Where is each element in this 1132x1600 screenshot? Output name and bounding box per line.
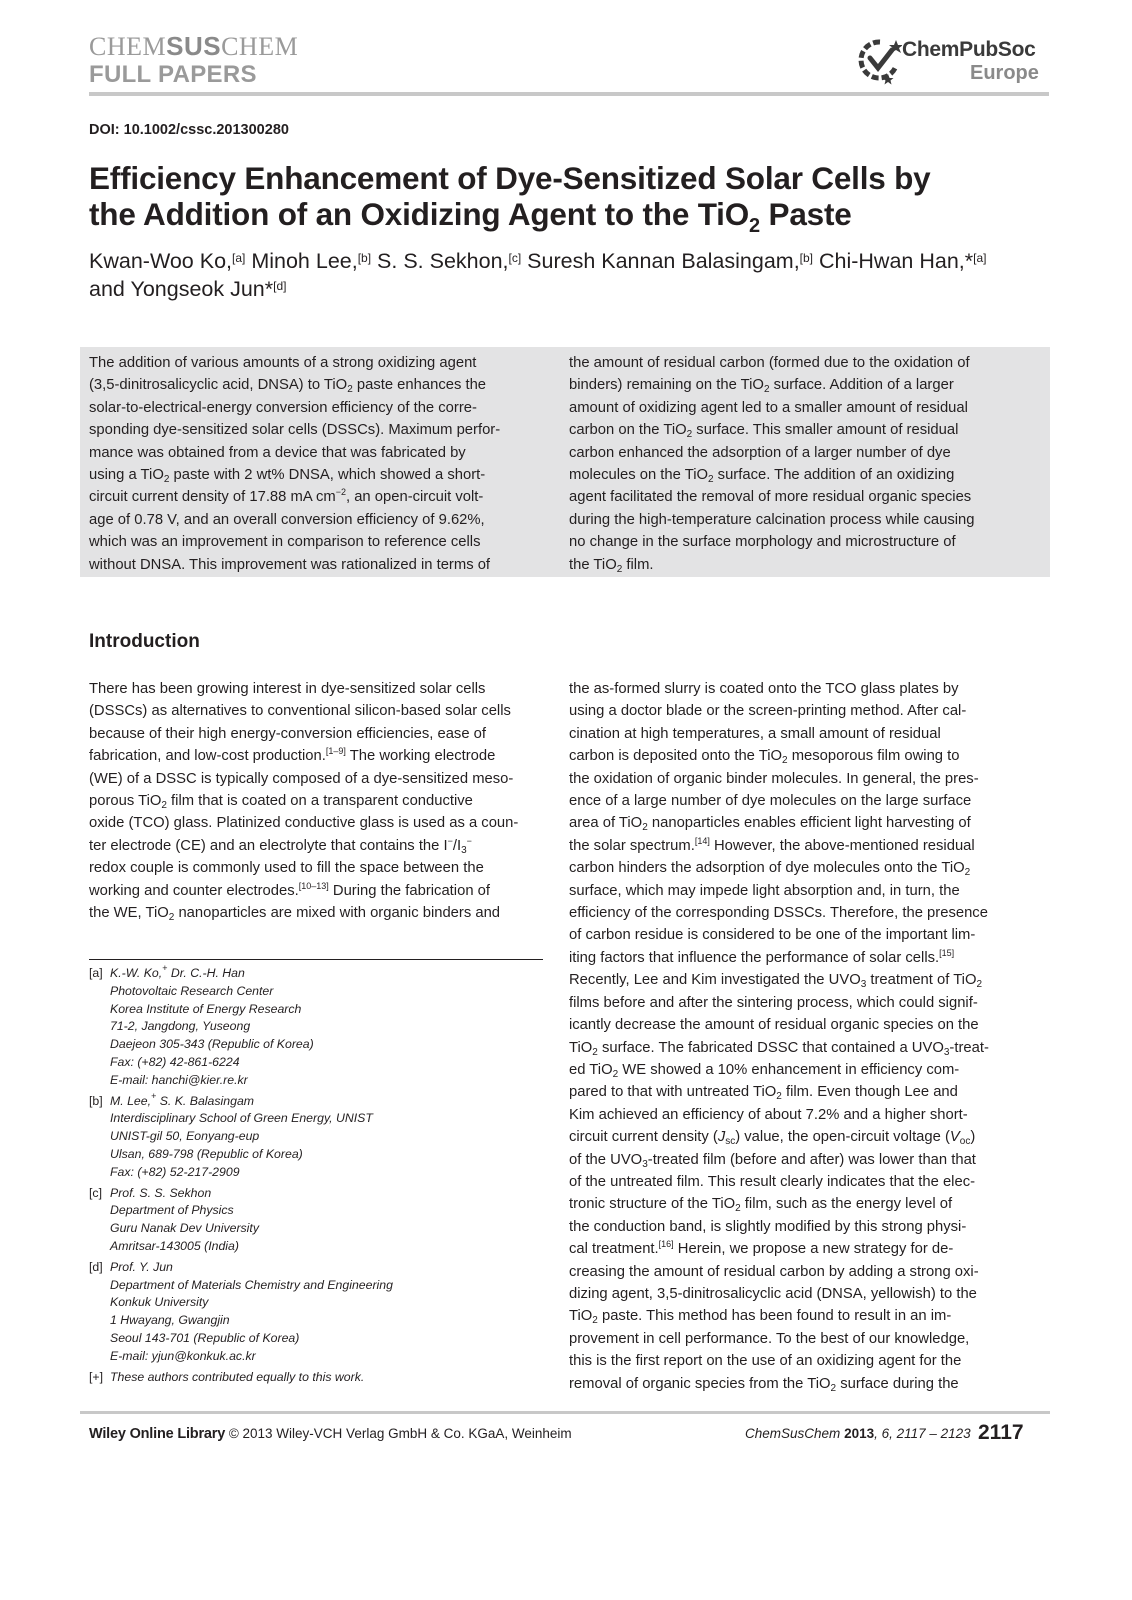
text-span: film. Even though Lee and bbox=[781, 1084, 958, 1101]
text-span: cal treatment. bbox=[569, 1241, 659, 1258]
text-span: Amritsar-143005 (India) bbox=[110, 1238, 239, 1253]
text-span: Korea Institute of Energy Research bbox=[110, 1001, 302, 1016]
text-span: Department of Materials Chemistry and Engineering bbox=[110, 1277, 393, 1292]
text-span: of the untreated film. This result clearly indicates that the elec- bbox=[569, 1173, 976, 1190]
text-span: Konkuk University bbox=[110, 1295, 209, 1310]
text-span: surface. The addition of an oxidizing bbox=[713, 467, 955, 484]
text-span: [c] bbox=[89, 1185, 102, 1200]
text-span: ter electrode (CE) and an electrolyte that contains the I bbox=[89, 837, 448, 854]
text-span: treatment of TiO bbox=[866, 972, 977, 989]
text-span: 71-2, Jangdong, Yuseong bbox=[110, 1019, 251, 1034]
author-affil-mark: [c] bbox=[508, 251, 522, 265]
text-span: These authors contributed equally to this work. bbox=[110, 1369, 365, 1384]
subscript: 2 bbox=[616, 563, 623, 575]
text-span: Guru Nanak Dev University bbox=[110, 1221, 259, 1236]
text-span: film that is coated on a transparent conductive bbox=[166, 793, 473, 810]
author-affil-mark: [d] bbox=[273, 279, 287, 293]
title-line-2-end: Paste bbox=[759, 196, 852, 232]
footer-rule bbox=[80, 1411, 1050, 1414]
text-span: provement in cell performance. To the best of our knowledge, bbox=[569, 1330, 970, 1347]
text-span: area of TiO bbox=[569, 815, 643, 832]
text-span: pared to that with untreated TiO bbox=[569, 1084, 777, 1101]
text-span: [b] bbox=[89, 1093, 103, 1108]
text-span: ence of a large number of dye molecules on the large surface bbox=[569, 793, 972, 810]
footer-citation bbox=[745, 1426, 971, 1441]
author-affil-mark: [b] bbox=[799, 251, 814, 265]
text-span: Photovoltaic Research Center bbox=[110, 983, 274, 998]
text-span: Department of Physics bbox=[110, 1203, 234, 1218]
title-line-1: Efficiency Enhancement of Dye-Sensitized Solar Cells by bbox=[89, 160, 931, 196]
text-span: carbon is deposited onto the TiO bbox=[569, 748, 783, 765]
text-span: sponding dye-sensitized solar cells (DSSCs). Maximum perfor- bbox=[89, 422, 501, 439]
subscript: 2 bbox=[964, 867, 971, 879]
text-span: surface. The fabricated DSSC that contained a UVO bbox=[597, 1039, 944, 1056]
section-label: FULL PAPERS bbox=[89, 61, 257, 88]
text-span: the TiO bbox=[569, 556, 617, 573]
citation-ref[interactable]: [14] bbox=[694, 835, 710, 846]
text-span: (WE) of a DSSC is typically composed of a dye-sensitized meso- bbox=[89, 770, 514, 787]
text-span: Recently, Lee and Kim investigated the UVO bbox=[569, 972, 861, 989]
text-span: J bbox=[717, 1129, 726, 1146]
text-span: Fax: (+82) 52-217-2909 bbox=[110, 1164, 240, 1179]
text-span: creasing the amount of residual carbon by adding a strong oxi- bbox=[569, 1263, 979, 1280]
superscript: + bbox=[151, 1090, 157, 1101]
text-span: Fax: (+82) 42-861-6224 bbox=[110, 1054, 240, 1069]
text-span: surface. This smaller amount of residual bbox=[692, 422, 959, 439]
doi[interactable]: DOI: 10.1002/cssc.201300280 bbox=[89, 122, 289, 138]
author-name: Chi-Hwan Han,* bbox=[813, 249, 974, 273]
text-span: this is the first report on the use of an oxidizing agent for the bbox=[569, 1353, 962, 1370]
citation-ref[interactable]: [10–13] bbox=[298, 880, 329, 891]
text-span: circuit current density of 17.88 mA cm bbox=[89, 489, 336, 506]
affiliation-c bbox=[89, 1185, 543, 1256]
citation-ref[interactable]: [16] bbox=[658, 1239, 674, 1250]
text-span: (3,5-dinitrosalicyclic acid, DNSA) to TiO bbox=[89, 377, 348, 394]
text-span: (DSSCs) as alternatives to conventional silicon-based solar cells bbox=[89, 703, 511, 720]
text-span: TiO bbox=[569, 1308, 593, 1325]
subscript: 2 bbox=[708, 474, 714, 486]
text-span: paste enhances the bbox=[352, 377, 487, 394]
title-subscript: 2 bbox=[749, 215, 760, 237]
text-span: nanoparticles are mixed with organic binders and bbox=[174, 905, 501, 922]
text-span: During the fabrication of bbox=[328, 882, 490, 899]
text-span: oxide (TCO) glass. Platinized conductive glass is used as a coun- bbox=[89, 815, 519, 832]
superscript: − bbox=[447, 835, 453, 846]
subscript: 3 bbox=[461, 844, 467, 856]
text-span: -treated film (before and after) was lower than that bbox=[647, 1151, 976, 1168]
affiliations bbox=[89, 965, 543, 1389]
author-name: and Yongseok Jun* bbox=[89, 277, 274, 301]
text-span: ) bbox=[970, 1129, 976, 1146]
subscript: 2 bbox=[830, 1382, 837, 1394]
text-span: S. K. Balasingam bbox=[156, 1093, 255, 1108]
text-span: carbon on the TiO bbox=[569, 422, 687, 439]
text-span: The working electrode bbox=[345, 748, 496, 765]
journal-name-suffix: CHEM bbox=[221, 32, 299, 61]
subscript: 2 bbox=[347, 384, 353, 396]
email-link[interactable]: E-mail: yjun@konkuk.ac.kr bbox=[110, 1348, 256, 1363]
text-span: the solar spectrum. bbox=[569, 837, 695, 854]
text-span: because of their high energy-conversion efficiencies, ease of bbox=[89, 725, 487, 742]
author-name: S. S. Sekhon, bbox=[371, 249, 509, 273]
text-span: UNIST-gil 50, Eonyang-eup bbox=[110, 1129, 260, 1144]
text-span: TiO bbox=[569, 1039, 593, 1056]
subscript: 3 bbox=[642, 1158, 648, 1170]
text-span: the oxidation of organic binder molecules. In general, the pres- bbox=[569, 770, 979, 787]
text-span: fabrication, and low-cost production. bbox=[89, 748, 326, 765]
subscript: 2 bbox=[163, 474, 170, 486]
text-span: mesoporous film owing to bbox=[787, 748, 960, 765]
journal-name-prefix: CHEM bbox=[89, 32, 167, 61]
title-line-2: the Addition of an Oxidizing Agent to the TiO bbox=[89, 196, 750, 232]
subscript: sc bbox=[725, 1136, 736, 1148]
text-span: Seoul 143-701 (Republic of Korea) bbox=[110, 1330, 300, 1345]
text-span: paste with 2 wt% DNSA, which showed a short- bbox=[169, 467, 486, 484]
text-span: Herein, we propose a new strategy for de- bbox=[673, 1241, 954, 1258]
text-span: There has been growing interest in dye-sensitized solar cells bbox=[89, 681, 486, 697]
text-span: iting factors that influence the performance of solar cells. bbox=[569, 949, 940, 966]
subscript: 3 bbox=[860, 979, 867, 991]
footnote-rule bbox=[89, 959, 543, 960]
text-span: redox couple is commonly used to fill the space between the bbox=[89, 860, 484, 877]
text-span: circuit current density ( bbox=[569, 1129, 718, 1146]
subscript: oc bbox=[959, 1136, 971, 1148]
text-span: dizing agent, 3,5-dinitrosalicyclic acid (DNSA, yellowish) to the bbox=[569, 1285, 977, 1302]
text-span: surface during the bbox=[836, 1375, 959, 1392]
header-rule bbox=[89, 92, 1049, 96]
subscript: 2 bbox=[161, 800, 167, 812]
citation-ref[interactable]: [15] bbox=[939, 947, 955, 958]
text-span: molecules on the TiO bbox=[569, 467, 708, 484]
subscript: 2 bbox=[763, 384, 770, 396]
text-span: Kim achieved an efficiency of about 7.2% and a higher short- bbox=[569, 1106, 968, 1123]
text-span: 1 Hwayang, Gwangjin bbox=[110, 1313, 230, 1328]
text-span: removal of organic species from the TiO bbox=[569, 1375, 831, 1392]
text-span: of carbon residue is considered to be one of the important lim- bbox=[569, 927, 976, 944]
text-span: ) value, the open-circuit voltage ( bbox=[735, 1129, 950, 1146]
text-span: ChemSusChem bbox=[745, 1426, 841, 1441]
text-span: [d] bbox=[89, 1259, 103, 1274]
author-affil-mark: [a] bbox=[232, 251, 246, 265]
text-span: working and counter electrodes. bbox=[89, 882, 299, 899]
subscript: 2 bbox=[642, 822, 648, 834]
subscript: 2 bbox=[776, 1091, 782, 1103]
subscript: 2 bbox=[782, 755, 788, 767]
publisher-sub: Europe bbox=[970, 62, 1039, 84]
footer-copyright bbox=[89, 1426, 572, 1442]
star-circle-icon bbox=[858, 36, 902, 86]
text-span: /I bbox=[452, 837, 462, 854]
text-span: However, the above-mentioned residual bbox=[709, 837, 975, 854]
section-heading-introduction: Introduction bbox=[89, 631, 200, 652]
text-span: Prof. S. S. Sekhon bbox=[110, 1185, 212, 1200]
abstract-right-column bbox=[569, 352, 1023, 576]
author-name: Suresh Kannan Balasingam, bbox=[521, 249, 800, 273]
affiliation-d bbox=[89, 1259, 543, 1366]
text-span: WE showed a 10% enhancement in efficiency com- bbox=[618, 1061, 960, 1078]
subscript: 2 bbox=[592, 1315, 598, 1327]
text-span: carbon hinders the adsorption of dye molecules onto the TiO bbox=[569, 860, 965, 877]
text-span: The addition of various amounts of a strong oxidizing agent bbox=[89, 355, 477, 371]
text-span: © 2013 Wiley-VCH Verlag GmbH & Co. KGaA, Weinheim bbox=[225, 1426, 572, 1441]
text-span: nanoparticles enables efficient light harvesting of bbox=[647, 815, 971, 832]
text-span: no change in the surface morphology and microstructure of bbox=[569, 534, 956, 551]
text-span: efficiency of the corresponding DSSCs. Therefore, the presence bbox=[569, 905, 988, 922]
subscript: 2 bbox=[592, 1046, 598, 1058]
text-span: amount of oxidizing agent led to a smaller amount of residual bbox=[569, 399, 968, 416]
text-span: using a doctor blade or the screen-printing method. After cal- bbox=[569, 703, 967, 720]
page-number: 2117 bbox=[978, 1421, 1024, 1444]
text-span: films before and after the sintering process, which could signif- bbox=[569, 994, 978, 1011]
text-span: V bbox=[949, 1129, 960, 1146]
text-span: during the high-temperature calcination process while causing bbox=[569, 511, 975, 528]
text-span: -treat- bbox=[949, 1039, 989, 1056]
article-title bbox=[89, 160, 1049, 237]
journal-name bbox=[89, 32, 298, 61]
superscript: −2 bbox=[335, 487, 346, 498]
subscript: 2 bbox=[686, 429, 693, 441]
equal-contribution-note bbox=[89, 1369, 543, 1387]
author-affil-mark: [b] bbox=[357, 251, 372, 265]
subscript: 2 bbox=[735, 1203, 741, 1215]
text-span: M. Lee, bbox=[110, 1093, 152, 1108]
text-span: the conduction band, is slightly modified by this strong physi- bbox=[569, 1218, 967, 1235]
text-span: Interdisciplinary School of Green Energy, UNIST bbox=[110, 1111, 373, 1126]
superscript: − bbox=[466, 835, 472, 846]
text-span: of the UVO bbox=[569, 1151, 643, 1168]
text-span: film, such as the energy level of bbox=[740, 1196, 953, 1213]
text-span: 2013 bbox=[844, 1426, 875, 1441]
text-span: which was an improvement in comparison to reference cells bbox=[89, 534, 481, 551]
text-span: paste. This method has been found to result in an im- bbox=[597, 1308, 952, 1325]
superscript: + bbox=[162, 963, 168, 973]
wiley-online-library-link[interactable]: Wiley Online Library bbox=[89, 1426, 226, 1442]
text-span: K.-W. Ko, bbox=[110, 966, 163, 980]
text-span: the WE, TiO bbox=[89, 905, 169, 922]
text-span: carbon enhanced the adsorption of a larger number of dye bbox=[569, 444, 951, 461]
text-span: porous TiO bbox=[89, 793, 162, 810]
affiliation-b bbox=[89, 1090, 543, 1182]
text-span: Ulsan, 689-798 (Republic of Korea) bbox=[110, 1146, 303, 1161]
text-span: Daejeon 305-343 (Republic of Korea) bbox=[110, 1037, 314, 1052]
text-span: [a] bbox=[89, 966, 103, 980]
text-span: surface, which may impede light absorption and, in turn, the bbox=[569, 882, 960, 899]
subscript: 2 bbox=[976, 979, 983, 991]
text-span: age of 0.78 V, and an overall conversion efficiency of 9.62%, bbox=[89, 511, 485, 528]
publisher-logo[interactable] bbox=[858, 36, 1048, 88]
intro-right-column bbox=[569, 678, 1023, 1395]
text-span: surface. Addition of a larger bbox=[769, 377, 954, 394]
intro-left-column bbox=[89, 678, 543, 924]
subscript: 3 bbox=[943, 1046, 950, 1058]
text-span: , an open-circuit volt- bbox=[345, 489, 484, 506]
author-name: Kwan-Woo Ko, bbox=[89, 249, 233, 273]
text-span: icantly decrease the amount of residual organic species on the bbox=[569, 1017, 979, 1034]
affiliation-a bbox=[89, 965, 543, 1090]
text-span: mance was obtained from a device that was fabricated by bbox=[89, 444, 466, 461]
abstract-left-column bbox=[89, 352, 543, 576]
text-span: agent facilitated the removal of more residual organic species bbox=[569, 489, 972, 506]
text-span: , 6, 2117 – 2123 bbox=[874, 1426, 971, 1441]
text-span: the as-formed slurry is coated onto the TCO glass plates by bbox=[569, 681, 959, 697]
text-span: solar-to-electrical-energy conversion efficiency of the corre- bbox=[89, 399, 477, 416]
email-link[interactable]: E-mail: hanchi@kier.re.kr bbox=[110, 1072, 248, 1087]
author-list bbox=[89, 247, 1049, 303]
text-span: film. bbox=[622, 556, 654, 573]
author-affil-mark: [a] bbox=[973, 251, 987, 265]
text-span: Prof. Y. Jun bbox=[110, 1259, 173, 1274]
text-span: tronic structure of the TiO bbox=[569, 1196, 736, 1213]
text-span: ed TiO bbox=[569, 1061, 613, 1078]
journal-name-mid: SUS bbox=[166, 31, 222, 61]
citation-ref[interactable]: [1–9] bbox=[325, 746, 346, 757]
text-span: without DNSA. This improvement was rationalized in terms of bbox=[89, 556, 491, 573]
text-span: the amount of residual carbon (formed due to the oxidation of bbox=[569, 355, 970, 371]
author-name: Minoh Lee, bbox=[245, 249, 358, 273]
publisher-name: ChemPubSoc bbox=[902, 38, 1036, 61]
subscript: 2 bbox=[168, 912, 175, 924]
text-span: [+] bbox=[89, 1369, 104, 1384]
text-span: using a TiO bbox=[89, 467, 164, 484]
subscript: 2 bbox=[612, 1068, 619, 1080]
text-span: Dr. C.-H. Han bbox=[167, 966, 245, 980]
text-span: cination at high temperatures, a small amount of residual bbox=[569, 725, 941, 742]
text-span: binders) remaining on the TiO bbox=[569, 377, 764, 394]
